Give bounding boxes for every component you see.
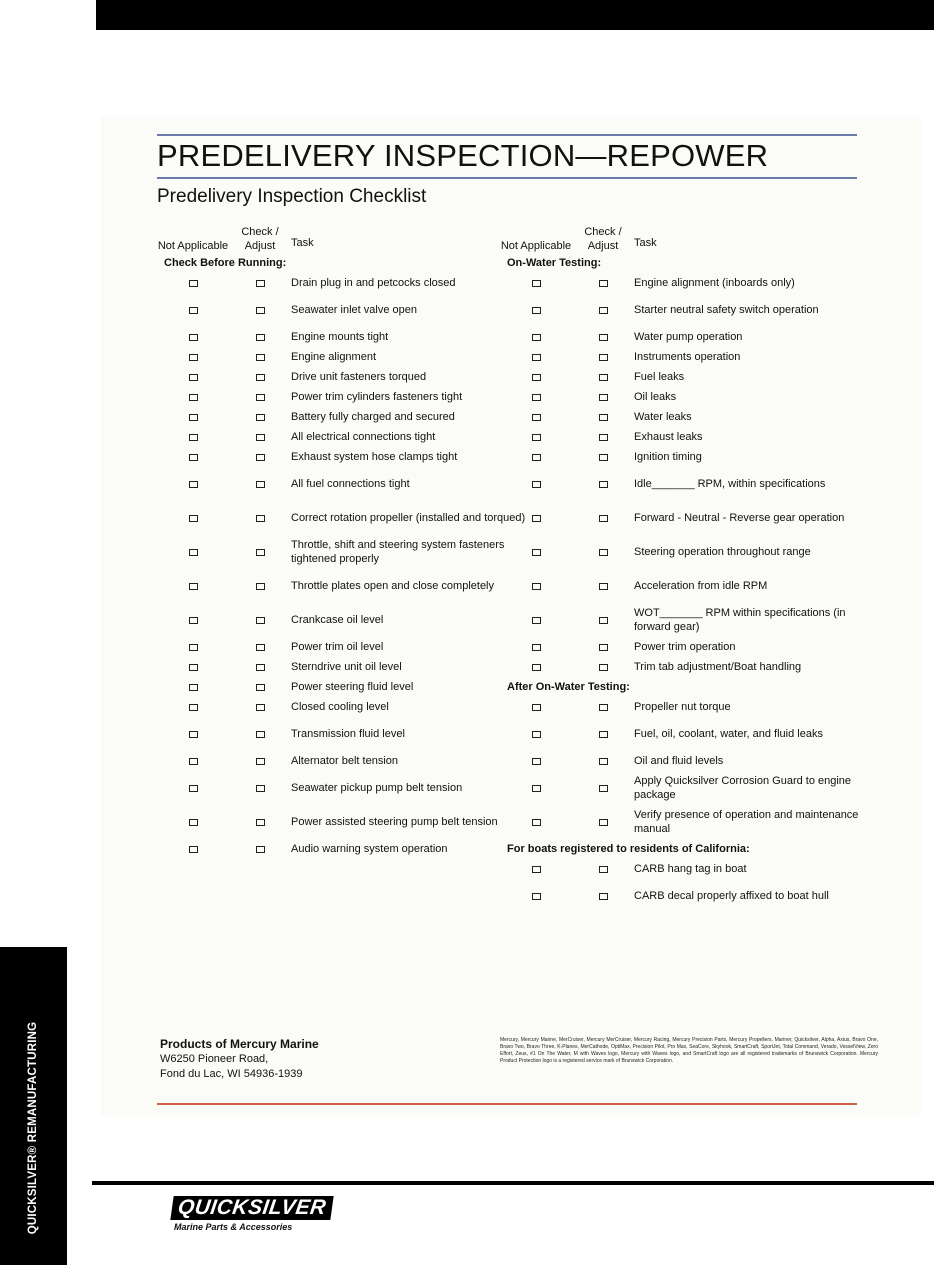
check-adjust-checkbox[interactable] bbox=[256, 481, 265, 488]
checklist-row bbox=[500, 717, 880, 751]
check-adjust-checkbox[interactable] bbox=[256, 644, 265, 651]
not-applicable-checkbox[interactable] bbox=[189, 414, 198, 421]
check-adjust-checkbox[interactable] bbox=[256, 846, 265, 853]
task-label: Trim tab adjustment/Boat handling bbox=[634, 661, 802, 673]
task-label: Battery fully charged and secured bbox=[291, 411, 455, 423]
task-label: Power trim operation bbox=[634, 641, 736, 653]
header-check-adjust: Check / Adjust bbox=[584, 226, 622, 252]
not-applicable-checkbox[interactable] bbox=[532, 374, 541, 381]
task-label: Correct rotation propeller (installed and torqued) bbox=[291, 512, 526, 524]
checklist-row bbox=[500, 657, 880, 677]
not-applicable-checkbox[interactable] bbox=[189, 515, 198, 522]
check-adjust-checkbox[interactable] bbox=[256, 515, 265, 522]
not-applicable-checkbox[interactable] bbox=[189, 846, 198, 853]
task-label: Power assisted steering pump belt tension bbox=[291, 816, 498, 828]
task-label: Apply Quicksilver Corrosion Guard to engine package bbox=[634, 775, 852, 801]
checklist-row bbox=[157, 751, 537, 771]
checklist-row bbox=[157, 637, 537, 657]
task-label: Drive unit fasteners torqued bbox=[291, 371, 427, 383]
not-applicable-checkbox[interactable] bbox=[189, 334, 198, 341]
check-adjust-checkbox[interactable] bbox=[599, 704, 608, 711]
task-label: CARB decal properly affixed to boat hull bbox=[634, 890, 829, 902]
header-check-adjust: Check / Adjust bbox=[241, 226, 279, 252]
not-applicable-checkbox[interactable] bbox=[189, 731, 198, 738]
checklist-row bbox=[157, 327, 537, 347]
task-label: Engine alignment bbox=[291, 351, 377, 363]
checklist-row bbox=[157, 347, 537, 367]
checklist-row bbox=[500, 273, 880, 293]
task-label: Acceleration from idle RPM bbox=[634, 580, 768, 592]
not-applicable-checkbox[interactable] bbox=[532, 758, 541, 765]
not-applicable-checkbox[interactable] bbox=[532, 893, 541, 900]
not-applicable-checkbox[interactable] bbox=[532, 644, 541, 651]
task-label: Transmission fluid level bbox=[291, 728, 405, 740]
check-adjust-checkbox[interactable] bbox=[256, 785, 265, 792]
check-adjust-checkbox[interactable] bbox=[599, 664, 608, 671]
task-label: Audio warning system operation bbox=[291, 843, 448, 855]
task-label: Propeller nut torque bbox=[634, 701, 731, 713]
task-label: Closed cooling level bbox=[291, 701, 389, 713]
task-label: Exhaust system hose clamps tight bbox=[291, 451, 458, 463]
task-label: All fuel connections tight bbox=[291, 478, 410, 490]
checklist-row bbox=[157, 697, 537, 717]
task-label: Ignition timing bbox=[634, 451, 702, 463]
section-heading: Check Before Running: bbox=[164, 257, 287, 269]
check-adjust-checkbox[interactable] bbox=[599, 617, 608, 624]
check-adjust-checkbox[interactable] bbox=[256, 374, 265, 381]
checklist-row bbox=[500, 293, 880, 327]
task-label: Seawater inlet valve open bbox=[291, 304, 417, 316]
checklist-row bbox=[500, 859, 880, 879]
checklist-row bbox=[157, 805, 537, 839]
check-adjust-checkbox[interactable] bbox=[256, 684, 265, 691]
not-applicable-checkbox[interactable] bbox=[532, 454, 541, 461]
side-tab-label: QUICKSILVER® REMANUFACTURING bbox=[27, 1021, 39, 1235]
not-applicable-checkbox[interactable] bbox=[532, 394, 541, 401]
logo-wordmark: QUICKSILVER bbox=[170, 1196, 333, 1220]
checklist-row bbox=[157, 467, 537, 501]
not-applicable-checkbox[interactable] bbox=[189, 644, 198, 651]
check-adjust-checkbox[interactable] bbox=[599, 481, 608, 488]
check-adjust-checkbox[interactable] bbox=[256, 617, 265, 624]
checklist-row bbox=[157, 657, 537, 677]
check-adjust-checkbox[interactable] bbox=[599, 434, 608, 441]
check-adjust-checkbox[interactable] bbox=[599, 549, 608, 556]
checklist-row bbox=[500, 805, 880, 839]
task-label: Starter neutral safety switch operation bbox=[634, 304, 819, 316]
check-adjust-checkbox[interactable] bbox=[599, 334, 608, 341]
task-label: Exhaust leaks bbox=[634, 431, 703, 443]
task-label: Fuel, oil, coolant, water, and fluid leaks bbox=[634, 728, 823, 740]
check-adjust-checkbox[interactable] bbox=[256, 334, 265, 341]
not-applicable-checkbox[interactable] bbox=[532, 354, 541, 361]
not-applicable-checkbox[interactable] bbox=[532, 664, 541, 671]
task-label: All electrical connections tight bbox=[291, 431, 436, 443]
checklist-row bbox=[157, 569, 537, 603]
checklist-row bbox=[500, 367, 880, 387]
document-title: PREDELIVERY INSPECTION—REPOWER bbox=[157, 138, 769, 173]
check-adjust-checkbox[interactable] bbox=[256, 454, 265, 461]
check-adjust-checkbox[interactable] bbox=[256, 394, 265, 401]
checklist-row bbox=[500, 327, 880, 347]
check-adjust-checkbox[interactable] bbox=[256, 704, 265, 711]
checklist-row bbox=[500, 447, 880, 467]
not-applicable-checkbox[interactable] bbox=[189, 307, 198, 314]
check-adjust-checkbox[interactable] bbox=[256, 434, 265, 441]
check-adjust-checkbox[interactable] bbox=[256, 307, 265, 314]
check-adjust-checkbox[interactable] bbox=[599, 583, 608, 590]
check-adjust-checkbox[interactable] bbox=[256, 758, 265, 765]
checklist-row bbox=[157, 367, 537, 387]
column-header bbox=[500, 221, 880, 253]
right-checklist-column bbox=[500, 221, 880, 913]
task-label: Throttle, shift and steering system fasteners tightened properly bbox=[291, 539, 505, 565]
not-applicable-checkbox[interactable] bbox=[189, 481, 198, 488]
address-line-2: Fond du Lac, WI 54936-1939 bbox=[160, 1068, 303, 1080]
column-header bbox=[157, 221, 537, 253]
check-adjust-checkbox[interactable] bbox=[599, 354, 608, 361]
not-applicable-checkbox[interactable] bbox=[189, 617, 198, 624]
not-applicable-checkbox[interactable] bbox=[532, 280, 541, 287]
task-label: Oil leaks bbox=[634, 391, 677, 403]
checklist-row bbox=[500, 501, 880, 535]
check-adjust-checkbox[interactable] bbox=[599, 515, 608, 522]
checklist-row bbox=[157, 535, 537, 569]
checklist-row bbox=[500, 407, 880, 427]
section-heading: For boats registered to residents of California: bbox=[507, 843, 750, 855]
checklist-row bbox=[500, 751, 880, 771]
not-applicable-checkbox[interactable] bbox=[532, 583, 541, 590]
company-name: Products of Mercury Marine bbox=[160, 1037, 319, 1051]
task-label: Sterndrive unit oil level bbox=[291, 661, 402, 673]
task-label: WOT_______ RPM within specifications (in forward gear) bbox=[634, 607, 846, 633]
task-label: Oil and fluid levels bbox=[634, 755, 724, 767]
not-applicable-checkbox[interactable] bbox=[189, 280, 198, 287]
quicksilver-logo bbox=[172, 1196, 332, 1232]
not-applicable-checkbox[interactable] bbox=[532, 704, 541, 711]
check-adjust-checkbox[interactable] bbox=[256, 583, 265, 590]
task-label: Power steering fluid level bbox=[291, 681, 414, 693]
not-applicable-checkbox[interactable] bbox=[532, 819, 541, 826]
not-applicable-checkbox[interactable] bbox=[189, 374, 198, 381]
not-applicable-checkbox[interactable] bbox=[189, 704, 198, 711]
task-label: Water pump operation bbox=[634, 331, 743, 343]
company-address bbox=[160, 1037, 319, 1082]
page-bottom-rule bbox=[92, 1181, 934, 1185]
not-applicable-checkbox[interactable] bbox=[532, 334, 541, 341]
not-applicable-checkbox[interactable] bbox=[189, 785, 198, 792]
check-adjust-checkbox[interactable] bbox=[256, 280, 265, 287]
header-task: Task bbox=[291, 237, 314, 249]
checklist-row bbox=[500, 347, 880, 367]
logo-tagline: Marine Parts & Accessories bbox=[174, 1222, 293, 1232]
task-label: Seawater pickup pump belt tension bbox=[291, 782, 463, 794]
trademark-notice: Mercury, Mercury Marine, MerCruiser, Mercury MerCruiser, Mercury Racing, Mercury Precision Parts, Mercury Propellers, Mariner, Quicksilver, Alpha, Axius, Bravo One, Bravo Two, Bravo Three, K-Planes, MerCathode, OptiMax, Precision Pilot, Pro Max, SeaCore, Skyhook, SmartCraft, SportJet, Total Command, Verado, VesselView, Zero Effort, Zeus, #1 On The Water, M with Waves logo, Mercury with Waves logo, and SmartCraft logo are all registered trademarks of Brunswick Corporation. Mercury Product Protection logo is a registered service mark of Brunswick Corporation. bbox=[500, 1037, 878, 1064]
task-label: Engine alignment (inboards only) bbox=[634, 277, 795, 289]
check-adjust-checkbox[interactable] bbox=[599, 374, 608, 381]
checklist-row bbox=[157, 717, 537, 751]
not-applicable-checkbox[interactable] bbox=[532, 731, 541, 738]
task-label: Water leaks bbox=[634, 411, 692, 423]
task-label: Drain plug in and petcocks closed bbox=[291, 277, 456, 289]
check-adjust-checkbox[interactable] bbox=[599, 785, 608, 792]
task-label: Engine mounts tight bbox=[291, 331, 389, 343]
task-label: Verify presence of operation and maintenance manual bbox=[634, 809, 859, 835]
section-heading: After On-Water Testing: bbox=[507, 681, 630, 693]
check-adjust-checkbox[interactable] bbox=[599, 414, 608, 421]
task-label: Power trim cylinders fasteners tight bbox=[291, 391, 463, 403]
checklist-row bbox=[157, 501, 537, 535]
checklist-row bbox=[157, 677, 537, 697]
not-applicable-checkbox[interactable] bbox=[189, 434, 198, 441]
check-adjust-checkbox[interactable] bbox=[599, 644, 608, 651]
checklist-row bbox=[500, 427, 880, 447]
title-top-rule bbox=[157, 134, 857, 136]
check-adjust-checkbox[interactable] bbox=[256, 549, 265, 556]
not-applicable-checkbox[interactable] bbox=[189, 583, 198, 590]
checklist-row bbox=[500, 569, 880, 603]
task-label: Instruments operation bbox=[634, 351, 741, 363]
header-not-applicable: Not Applicable bbox=[157, 240, 229, 252]
check-adjust-checkbox[interactable] bbox=[256, 819, 265, 826]
not-applicable-checkbox[interactable] bbox=[189, 758, 198, 765]
not-applicable-checkbox[interactable] bbox=[532, 785, 541, 792]
task-label: Alternator belt tension bbox=[291, 755, 399, 767]
not-applicable-checkbox[interactable] bbox=[532, 549, 541, 556]
not-applicable-checkbox[interactable] bbox=[532, 617, 541, 624]
check-adjust-checkbox[interactable] bbox=[599, 758, 608, 765]
section-heading: On-Water Testing: bbox=[507, 257, 602, 269]
checklist-row bbox=[157, 427, 537, 447]
task-label: CARB hang tag in boat bbox=[634, 863, 747, 875]
not-applicable-checkbox[interactable] bbox=[189, 394, 198, 401]
check-adjust-checkbox[interactable] bbox=[256, 731, 265, 738]
not-applicable-checkbox[interactable] bbox=[532, 481, 541, 488]
check-adjust-checkbox[interactable] bbox=[256, 354, 265, 361]
checklist-row bbox=[157, 603, 537, 637]
not-applicable-checkbox[interactable] bbox=[189, 684, 198, 691]
document-subtitle: Predelivery Inspection Checklist bbox=[157, 186, 427, 207]
not-applicable-checkbox[interactable] bbox=[189, 354, 198, 361]
task-label: Steering operation throughout range bbox=[634, 546, 811, 558]
checklist-row bbox=[157, 407, 537, 427]
task-label: Throttle plates open and close completely bbox=[291, 580, 495, 592]
checklist-row bbox=[500, 697, 880, 717]
check-adjust-checkbox[interactable] bbox=[599, 893, 608, 900]
not-applicable-checkbox[interactable] bbox=[189, 549, 198, 556]
not-applicable-checkbox[interactable] bbox=[532, 866, 541, 873]
not-applicable-checkbox[interactable] bbox=[189, 819, 198, 826]
not-applicable-checkbox[interactable] bbox=[532, 515, 541, 522]
check-adjust-checkbox[interactable] bbox=[599, 454, 608, 461]
header-task: Task bbox=[634, 237, 657, 249]
checklist-row bbox=[157, 447, 537, 467]
not-applicable-checkbox[interactable] bbox=[189, 454, 198, 461]
task-label: Idle_______ RPM, within specifications bbox=[634, 478, 826, 490]
not-applicable-checkbox[interactable] bbox=[532, 434, 541, 441]
check-adjust-checkbox[interactable] bbox=[599, 819, 608, 826]
checklist-row bbox=[500, 535, 880, 569]
checklist-row bbox=[157, 387, 537, 407]
check-adjust-checkbox[interactable] bbox=[256, 414, 265, 421]
task-label: Fuel leaks bbox=[634, 371, 685, 383]
address-line-1: W6250 Pioneer Road, bbox=[160, 1053, 269, 1065]
checklist-row bbox=[157, 273, 537, 293]
check-adjust-checkbox[interactable] bbox=[599, 280, 608, 287]
task-label: Power trim oil level bbox=[291, 641, 384, 653]
check-adjust-checkbox[interactable] bbox=[599, 394, 608, 401]
checklist-row bbox=[500, 387, 880, 407]
not-applicable-checkbox[interactable] bbox=[532, 414, 541, 421]
checklist-row bbox=[500, 637, 880, 657]
left-checklist-column bbox=[157, 221, 537, 859]
checklist-row bbox=[157, 771, 537, 805]
checklist-row bbox=[500, 467, 880, 501]
checklist-row bbox=[500, 879, 880, 913]
check-adjust-checkbox[interactable] bbox=[256, 664, 265, 671]
header-not-applicable: Not Applicable bbox=[500, 240, 572, 252]
document-bottom-rule bbox=[157, 1103, 857, 1105]
check-adjust-checkbox[interactable] bbox=[599, 731, 608, 738]
checklist-row bbox=[157, 839, 537, 859]
top-black-bar bbox=[96, 0, 934, 30]
check-adjust-checkbox[interactable] bbox=[599, 866, 608, 873]
task-label: Forward - Neutral - Reverse gear operation bbox=[634, 512, 845, 524]
checklist-row bbox=[500, 603, 880, 637]
title-bottom-rule bbox=[157, 177, 857, 179]
checklist-row bbox=[157, 293, 537, 327]
task-label: Crankcase oil level bbox=[291, 614, 384, 626]
not-applicable-checkbox[interactable] bbox=[532, 307, 541, 314]
check-adjust-checkbox[interactable] bbox=[599, 307, 608, 314]
not-applicable-checkbox[interactable] bbox=[189, 664, 198, 671]
checklist-row bbox=[500, 771, 880, 805]
